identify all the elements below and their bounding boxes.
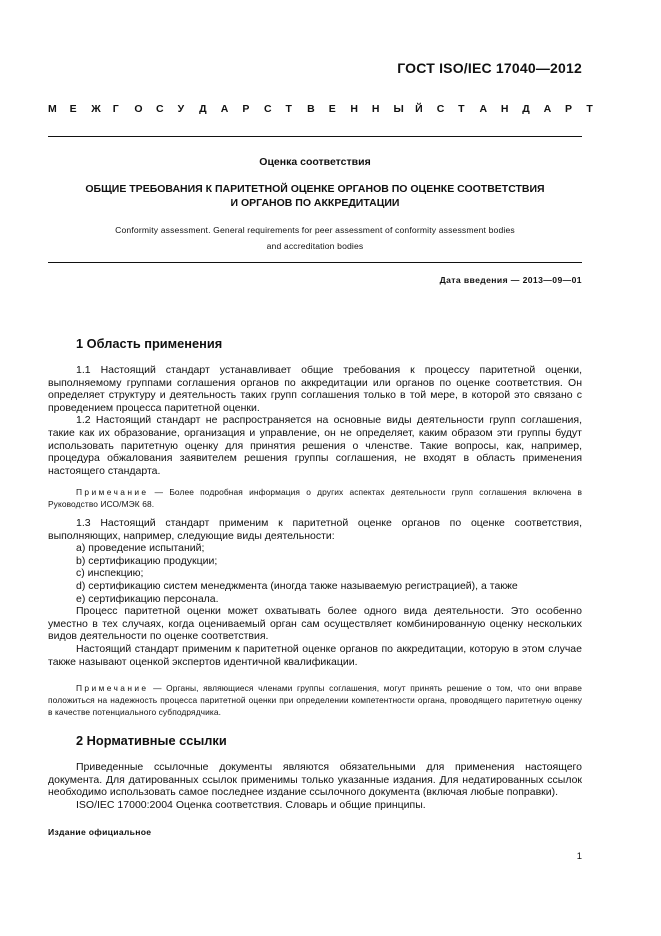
subtitle: Оценка соответствия bbox=[259, 156, 371, 168]
banner-interstate-letter: Т bbox=[285, 103, 292, 115]
english-title-line-1: Conformity assessment. General requirements for peer assessment of conformity assessment bodies bbox=[115, 225, 515, 235]
banner-standard-letter: А bbox=[479, 103, 488, 115]
paragraph-2-1: Приведенные ссылочные документы являются обязательными для применения настоящего документа. Для датированных ссылок применимы только указанные издания. Для недатированных ссылок необходимо использовать самое последнее издание ссылочного документа (включая любые поправки). bbox=[48, 761, 582, 799]
page-number: 1 bbox=[576, 851, 582, 862]
banner-interstate-letter: Ы bbox=[393, 103, 404, 115]
note-1 bbox=[48, 486, 582, 510]
english-title bbox=[48, 222, 582, 254]
banner-interstate-letter: Н bbox=[350, 103, 358, 115]
paragraph-1-2: 1.2 Настоящий стандарт не распространяется на основные виды деятельности групп соглашения, такие как их образование, организация и управление, он не определяет, каким образом эти группы будут использовать паритетную оценку для принятия решения о членстве. Такие вопросы, как, например, процедура обжалования заявителем решения группы соглашения, не входят в область применения настоящего стандарта. bbox=[48, 414, 582, 477]
banner-interstate-letter: С bbox=[263, 103, 272, 115]
paragraph-1-3: 1.3 Настоящий стандарт применим к паритетной оценке органов по оценке соответствия, выполняющих, например, следующие виды деятельности: bbox=[48, 517, 582, 542]
banner-interstate-letter: А bbox=[220, 103, 229, 115]
section-2-heading: 2 Нормативные ссылки bbox=[76, 733, 227, 748]
banner-interstate-letter: У bbox=[177, 103, 185, 115]
banner-interstate-letter: Ж bbox=[91, 103, 101, 115]
banner-standard-letter: А bbox=[543, 103, 552, 115]
section-1-body-continued bbox=[48, 517, 582, 668]
banner-interstate-letter: Д bbox=[199, 103, 207, 115]
list-item-e: е) сертификацию персонала. bbox=[76, 592, 219, 605]
paragraph-2-2: ISO/IEC 17000:2004 Оценка соответствия. Словарь и общие принципы. bbox=[76, 798, 426, 811]
banner-standard-letter: Т bbox=[586, 103, 593, 115]
bottom-rule bbox=[48, 262, 582, 263]
document-title bbox=[48, 182, 582, 210]
banner-interstate-letter: С bbox=[155, 103, 164, 115]
list-item-d: d) сертификацию систем менеджмента (иногда также называемую регистрацией), а также bbox=[76, 579, 518, 592]
note-2-label: Примечание bbox=[76, 683, 149, 693]
title-line-1: ОБЩИЕ ТРЕБОВАНИЯ К ПАРИТЕТНОЙ ОЦЕНКЕ ОРГАНОВ ПО ОЦЕНКЕ СООТВЕТСТВИЯ bbox=[85, 183, 545, 195]
banner-standard-letter: Р bbox=[565, 103, 573, 115]
section-1-heading: 1 Область применения bbox=[76, 336, 223, 351]
standard-code: ГОСТ ISO/IEC 17040—2012 bbox=[397, 60, 582, 76]
title-line-2: И ОРГАНОВ ПО АККРЕДИТАЦИИ bbox=[230, 197, 400, 209]
banner-word-interstate bbox=[48, 103, 437, 115]
banner-standard-letter: Д bbox=[522, 103, 530, 115]
interstate-standard-banner bbox=[48, 103, 593, 115]
banner-word-standard bbox=[437, 103, 593, 115]
introduction-date: Дата введения — 2013—09—01 bbox=[439, 275, 582, 285]
section-1-body bbox=[48, 364, 582, 477]
paragraph-1-5: Настоящий стандарт применим к паритетной оценке органов по аккредитации, которую в этом случае также называют оценкой экспертов идентичной квалификации. bbox=[48, 642, 582, 668]
banner-interstate-letter: Р bbox=[242, 103, 250, 115]
banner-interstate-letter: Е bbox=[69, 103, 77, 115]
top-rule bbox=[48, 136, 582, 137]
note-1-text: — Более подробная информация о других аспектах деятельности групп соглашения включена в Руководство ИСО/МЭК 68. bbox=[48, 487, 582, 510]
paragraph-1-4: Процесс паритетной оценки может охватывать более одного вида деятельности. Это особенно уместно в тех случаях, когда оцениваемый орган сам осуществляет комбинированную оценку нескольких видов деятельности по оценке соответствия. bbox=[48, 605, 582, 643]
banner-standard-letter: Н bbox=[500, 103, 509, 115]
banner-standard-letter: С bbox=[436, 103, 445, 115]
note-2-text: — Органы, являющиеся членами группы соглашения, могут принять решение о том, что они вправе положиться на надежность процесса паритетной оценки при определении компетентности органа, проводящего паритетную оценку в качестве потенциального субподрядчика. bbox=[48, 683, 582, 718]
list-item-c: с) инспекцию; bbox=[76, 567, 144, 580]
list-item-b: b) сертификацию продукции; bbox=[76, 554, 218, 567]
banner-interstate-letter: О bbox=[134, 103, 143, 115]
paragraph-1-1: 1.1 Настоящий стандарт устанавливает общие требования к процессу паритетной оценки, выполняемому группами соглашения органов по аккредитации или органов по оценке соответствия. Он определяет структуру и деятельность таких групп соглашения только в той мере, в которой это связано с проведением процесса паритетной оценки. bbox=[48, 364, 582, 414]
note-2 bbox=[48, 682, 582, 719]
banner-interstate-letter: Е bbox=[328, 103, 336, 115]
banner-interstate-letter: М bbox=[48, 103, 57, 115]
official-edition-label: Издание официальное bbox=[48, 827, 152, 837]
banner-interstate-letter: В bbox=[307, 103, 315, 115]
note-1-label: Примечание bbox=[76, 487, 149, 497]
banner-interstate-letter: Й bbox=[415, 103, 423, 115]
english-title-line-2: and accreditation bodies bbox=[266, 241, 364, 251]
banner-interstate-letter: Н bbox=[371, 103, 380, 115]
section-2-body bbox=[48, 761, 582, 811]
list-item-a: а) проведение испытаний; bbox=[76, 542, 205, 555]
banner-standard-letter: Т bbox=[458, 103, 465, 115]
banner-interstate-letter: Г bbox=[112, 103, 119, 115]
